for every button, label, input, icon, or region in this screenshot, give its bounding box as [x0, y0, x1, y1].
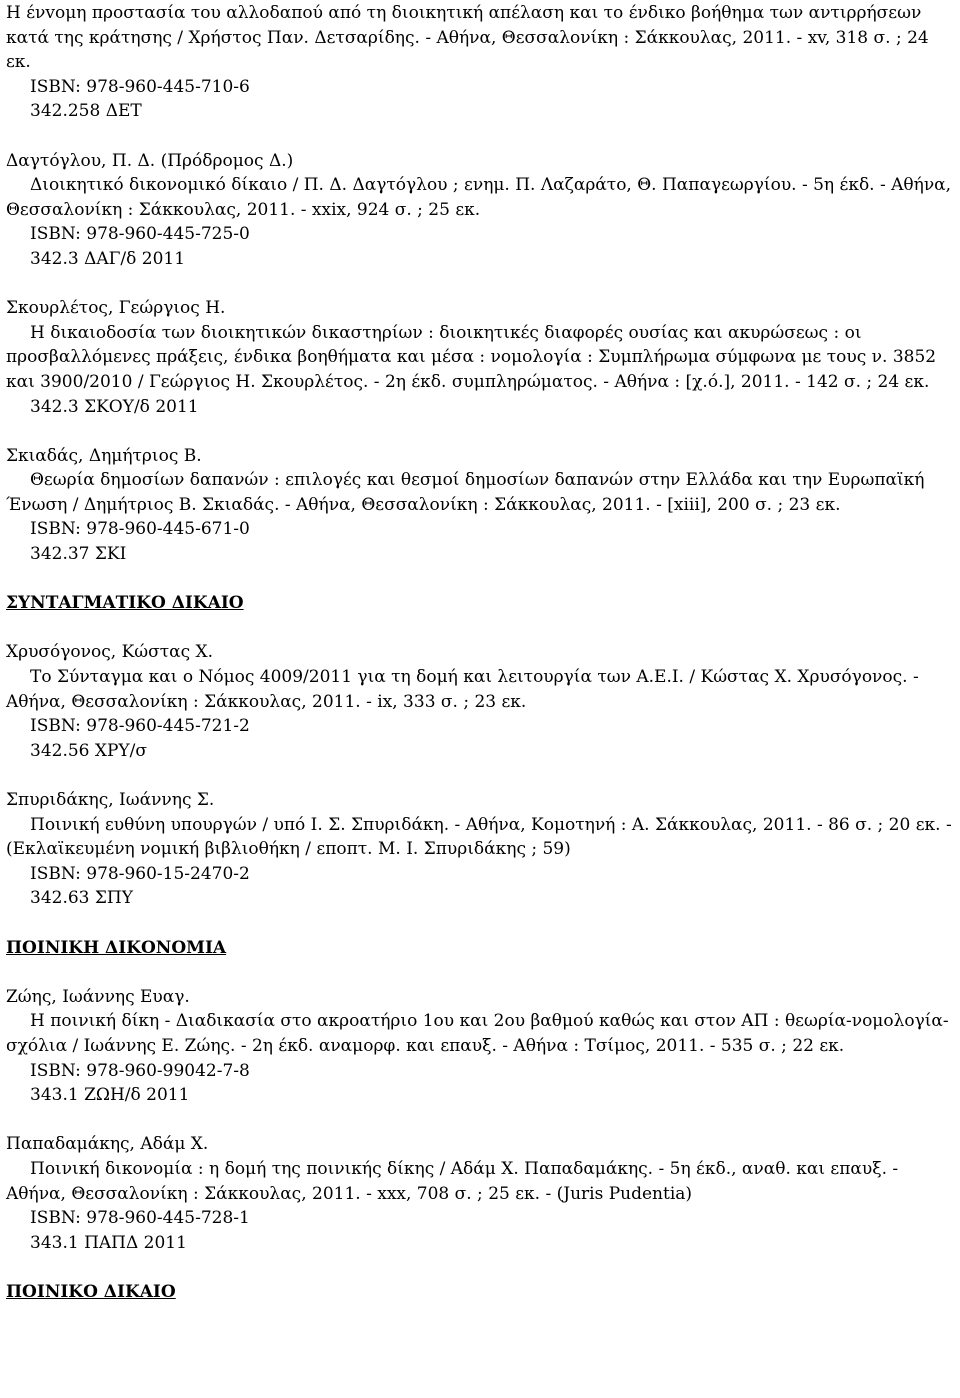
- entry-author: Σπυριδάκης, Ιωάννης Σ.: [6, 790, 215, 810]
- entry-isbn: ISBN: 978-960-15-2470-2: [30, 863, 250, 884]
- catalog-entry: [6, 640, 954, 763]
- entry-isbn: ISBN: 978-960-445-710-6: [30, 76, 250, 97]
- catalog-entry: [6, 985, 954, 1108]
- entry-isbn: ISBN: 978-960-445-725-0: [30, 224, 250, 245]
- entry-title-text: Η δικαιοδοσία των διοικητικών δικαστηρίων : διοικητικές διαφορές ουσίας και ακυρώσεως : οι προσβαλλόμενες πράξεις, ένδικα βοηθήματα και μέσα : νομολογία : Συμπλήρωμα σύμφωνα με τους ν. 3852 και 3900/2010 / Γεώργιος Η. Σκουρλέτος. - 2η έκδ. συμπληρώματος. - Αθήνα : [χ.ό.], 2011. - 142 σ. ; 24 εκ.: [6, 322, 937, 392]
- entry-call-number: 342.56 ΧΡΥ/σ: [30, 740, 147, 761]
- entry-call-number: 342.37 ΣΚΙ: [30, 544, 127, 565]
- entry-author: Παπαδαμάκης, Αδάμ Χ.: [6, 1134, 209, 1155]
- entry-isbn: ISBN: 978-960-445-728-1: [30, 1208, 250, 1229]
- entry-title-text: Θεωρία δημοσίων δαπανών : επιλογές και θεσμοί δημοσίων δαπανών στην Ελλάδα και την Ευρωπαϊκή Ένωση / Δημήτριος Β. Σκιαδάς. - Αθήνα, Θεσσαλονίκη : Σάκκουλας, 2011. - [xiii], 200 σ. ; 23 εκ.: [6, 470, 925, 515]
- entry-title-text: Διοικητικό δικονομικό δίκαιο / Π. Δ. Δαγτόγλου ; ενημ. Π. Λαζαράτο, Θ. Παπαγεωργίου. - 5η έκδ. - Αθήνα, Θεσσαλονίκη : Σάκκουλας, 2011. - xxix, 924 σ. ; 25 εκ.: [6, 175, 952, 220]
- catalog-entry: [6, 1132, 954, 1255]
- entry-author: Χρυσόγονος, Κώστας Χ.: [6, 642, 214, 663]
- entry-author: Σκιαδάς, Δημήτριος Β.: [6, 445, 202, 466]
- entry-call-number: 343.1 ΠΑΠΔ 2011: [30, 1232, 187, 1253]
- entry-author: Δαγτόγλου, Π. Δ. (Πρόδρομος Δ.): [6, 150, 294, 171]
- entry-title-text: Ποινική δικονομία : η δομή της ποινικής δίκης / Αδάμ Χ. Παπαδαμάκης. - 5η έκδ., αναθ. και επαυξ. - Αθήνα, Θεσσαλονίκη : Σάκκουλας, 2011. - xxx, 708 σ. ; 25 εκ. - (Juris Pudentia): [6, 1158, 899, 1204]
- section-heading: ΠΟΙΝΙΚΟ ΔΙΚΑΙΟ: [6, 1281, 176, 1302]
- entry-title-text: Ποινική ευθύνη υπουργών / υπό Ι. Σ. Σπυριδάκη. - Αθήνα, Κομοτηνή : Α. Σάκκουλας, 2011. - 86 σ. ; 20 εκ. - (Εκλαϊκευμένη νομική βιβλιοθήκη / εποπτ. Μ. Ι. Σπυριδάκης ; 59): [6, 814, 952, 860]
- entry-isbn: ISBN: 978-960-445-671-0: [30, 519, 250, 540]
- entry-title-text: Το Σύνταγμα και ο Νόμος 4009/2011 για τη δομή και λειτουργία των Α.Ε.Ι. / Κώστας Χ. Χρυσόγονος. - Αθήνα, Θεσσαλονίκη : Σάκκουλας, 2011. - ix, 333 σ. ; 23 εκ.: [6, 667, 919, 712]
- entry-title-text: Η ένvομη προστασία του αλλοδαπού από τη διοικητική απέλαση και το ένδικο βοήθημα των αντιρρήσεων κατά της κράτησης / Χρήστος Παν. Δετσαρίδης. - Αθήνα, Θεσσαλονίκη : Σάκκουλας, 2011. - xv, 318 σ. ; 24 εκ.: [6, 3, 929, 73]
- entry-call-number: 343.1 ΖΩΗ/δ 2011: [30, 1085, 190, 1106]
- section-heading: ΠΟΙΝΙΚΗ ΔΙΚΟΝΟΜΙΑ: [6, 937, 227, 958]
- entry-call-number: 342.3 ΣΚΟΥ/δ 2011: [30, 396, 199, 417]
- entry-call-number: 342.258 ΔΕΤ: [30, 101, 142, 122]
- catalog-entry: [6, 444, 954, 567]
- catalog-entry: [6, 788, 954, 911]
- section-heading: ΣΥΝΤΑΓΜΑΤΙΚΟ ΔΙΚΑΙΟ: [6, 593, 244, 614]
- entry-isbn: ISBN: 978-960-445-721-2: [30, 716, 250, 737]
- entry-isbn: ISBN: 978-960-99042-7-8: [30, 1060, 250, 1081]
- entry-title-text: Η ποινική δίκη - Διαδικασία στο ακροατήριο 1ου και 2ου βαθμού καθώς και στον ΑΠ : θεωρία-νομολογία-σχόλια / Ιωάννης Ε. Ζώης. - 2η έκδ. αναμορφ. και επαυξ. - Αθήνα : Τσίμος, 2011. - 535 σ. ; 22 εκ.: [6, 1011, 949, 1056]
- entry-author: Ζώης, Ιωάννης Ευαγ.: [6, 986, 190, 1007]
- catalog-entry: [6, 296, 954, 419]
- entry-call-number: 342.63 ΣΠΥ: [30, 888, 133, 909]
- catalog-entry: [6, 1, 954, 124]
- entry-call-number: 342.3 ΔΑΓ/δ 2011: [30, 248, 186, 269]
- entry-author: Σκουρλέτος, Γεώργιος Η.: [6, 298, 226, 319]
- catalog-entry: [6, 149, 954, 272]
